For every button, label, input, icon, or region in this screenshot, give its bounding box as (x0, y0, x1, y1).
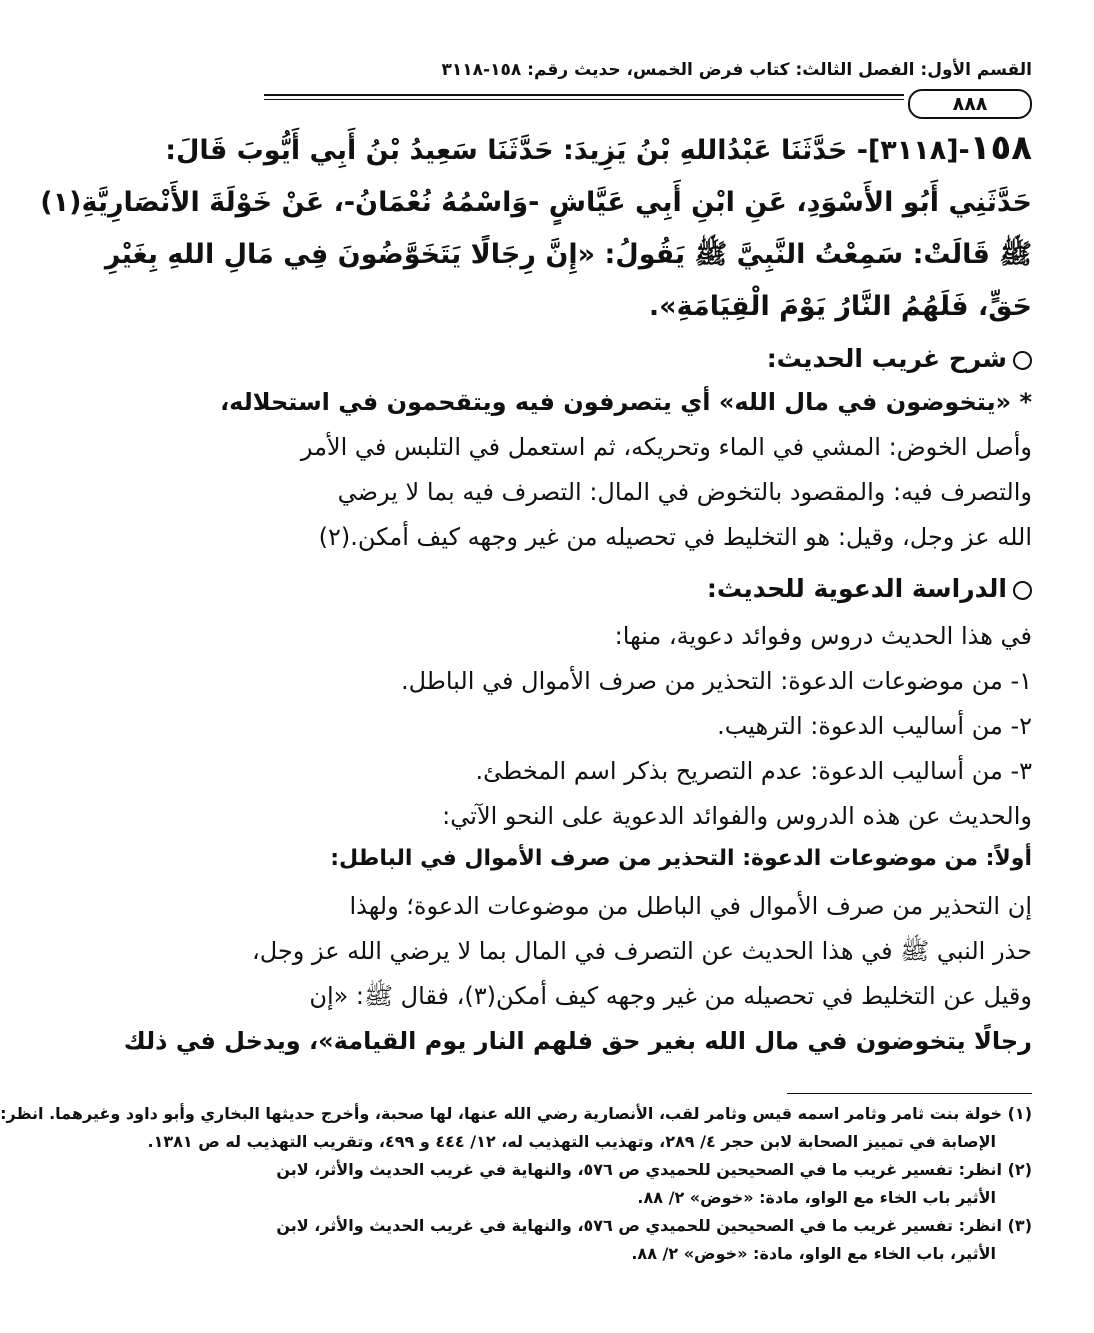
gharib-paragraph (220, 380, 1032, 560)
paragraph-line: والتصرف فيه: والمقصود بالتخوض في المال: التصرف فيه بما لا يرضي (337, 478, 1032, 506)
circle-bullet-icon (1013, 581, 1032, 600)
list-item: ١- من موضوعات الدعوة: التحذير من صرف الأموال في الباطل. (400, 667, 1032, 695)
hadith-number: ١٥٨ (969, 128, 1032, 168)
footnote-3-cont: الأثير، باب الخاء مع الواو، مادة: «خوض» ٢/ ٨٨. (631, 1244, 996, 1263)
header-rule-thin (264, 99, 904, 100)
paragraph-line: * «يتخوضون في مال الله» أي يتصرفون فيه ويتقحمون في استحلاله، (220, 388, 1032, 416)
paragraph-line: وقيل عن التخليط في تحصيله من غير وجهه كيف أمكن(٣)، فقال ﷺ: «إن (309, 982, 1032, 1010)
footnote-rule (787, 1093, 1032, 1094)
header-rule (264, 94, 904, 96)
list-item: ٣- من أساليب الدعوة: عدم التصريح بذكر اسم المخطئ. (475, 757, 1032, 785)
footnote-3: (٣) انظر: تفسير غريب ما في الصحيحين للحميدي ص ٥٧٦، والنهاية في غريب الحديث والأثر، لابن (276, 1216, 1032, 1235)
paragraph-line: في هذا الحديث دروس وفوائد دعوية، منها: (614, 622, 1032, 650)
hadith-line: ﷺ قَالَتْ: سَمِعْتُ النَّبِيَّ ﷺ يَقُولُ: «إِنَّ رِجَالًا يَتَخَوَّضُونَ فِي مَالِ اللهِ بِغَيْرِ (104, 239, 1032, 270)
circle-bullet-icon (1013, 351, 1032, 370)
running-header: القسم الأول: الفصل الثالث: كتاب فرض الخمس، حديث رقم: ١٥٨-٣١١٨ (441, 60, 1032, 80)
footnote-2-cont: الأثير باب الخاء مع الواو، مادة: «خوض» ٢/ ٨٨. (637, 1188, 996, 1207)
paragraph-line: إن التحذير من صرف الأموال في الباطل من موضوعات الدعوة؛ ولهذا (349, 892, 1032, 920)
footnote-2: (٢) انظر: تفسير غريب ما في الصحيحين للحميدي ص ٥٧٦، والنهاية في غريب الحديث والأثر، لابن (276, 1160, 1032, 1179)
section-title-gharib: شرح غريب الحديث: (262, 344, 1032, 373)
footnote-1: (١) خولة بنت ثامر وثامر اسمه قيس وثامر لقب، الأنصارية رضي الله عنها، لها صحبة، وأخرج حديثها البخاري وأبو داود وغيرهما. انظر: (0, 1104, 1032, 1123)
paragraph-line: والحديث عن هذه الدروس والفوائد الدعوية على النحو الآتي: (442, 802, 1032, 830)
paragraph-line: رجالًا يتخوضون في مال الله بغير حق فلهم النار يوم القيامة»، ويدخل في ذلك (123, 1027, 1032, 1055)
page-number-badge: ٨٨٨ (908, 89, 1032, 119)
hadith-line: حَدَّثَنِي أَبُو الأَسْوَدِ، عَنِ ابْنِ أَبِي عَيَّاشٍ -وَاسْمُهُ نُعْمَانُ-، عَنْ خَوْلَةَ الأَنْصَارِيَّةِ(١) (40, 187, 1032, 218)
dirasa-list (262, 614, 1032, 839)
subsection-paragraph (123, 884, 1032, 1064)
hadith-line: ١٥٨-[٣١١٨]- حَدَّثَنَا عَبْدُاللهِ بْنُ يَزِيدَ: حَدَّثَنَا سَعِيدُ بْنُ أَبِي أَيُّوبَ قَالَ: (165, 128, 1032, 168)
paragraph-line: الله عز وجل، وقيل: هو التخليط في تحصيله من غير وجهه كيف أمكن.(٢) (318, 523, 1032, 551)
list-item: ٢- من أساليب الدعوة: الترهيب. (717, 712, 1032, 740)
hadith-text (40, 122, 1032, 333)
footnotes (0, 1100, 1032, 1268)
footnote-1-cont: الإصابة في تمييز الصحابة لابن حجر ٤/ ٢٨٩، وتهذيب التهذيب له، ١٢/ ٤٤٤ و ٤٩٩، وتقريب التهذيب له ص ١٣٨١. (147, 1132, 996, 1151)
paragraph-line: حذر النبي ﷺ في هذا الحديث عن التصرف في المال بما لا يرضي الله عز وجل، (251, 937, 1032, 965)
paragraph-line: وأصل الخوض: المشي في الماء وتحريكه، ثم استعمل في التلبس في الأمر (300, 433, 1032, 461)
section-title-dirasa: الدراسة الدعوية للحديث: (262, 574, 1032, 603)
subsection-title: أولاً: من موضوعات الدعوة: التحذير من صرف الأموال في الباطل: (330, 846, 1032, 871)
hadith-line: حَقٍّ، فَلَهُمُ النَّارُ يَوْمَ الْقِيَامَةِ». (648, 291, 1032, 322)
